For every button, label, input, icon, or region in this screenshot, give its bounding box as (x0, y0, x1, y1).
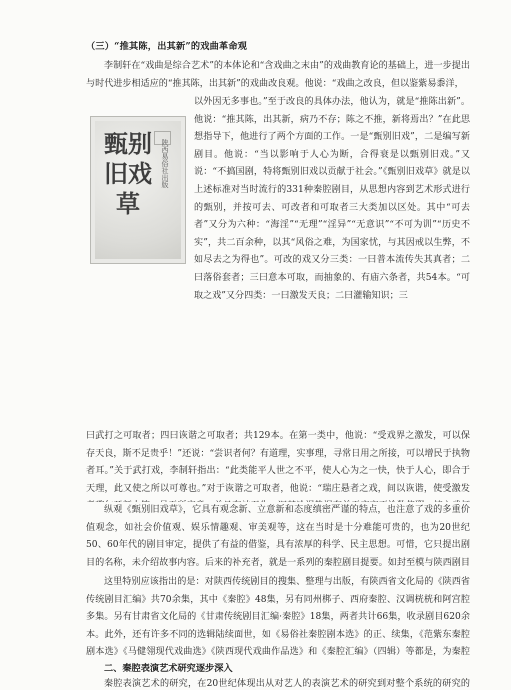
section-title: （三）“推其陈，出其新”的戏曲革命观 (86, 41, 248, 52)
paragraph-summary: 纵观《甄别旧戏草》，它具有观念新、立意新和态度缜密严谨的特点，也注意了戏的多重价值观念，如社会价值观、娱乐情趣观、审美观等，这在当时是十分难能可贵的，也为20世纪50、60年代的剧目审定，提供了有益的借鉴，具有浓厚的科学、民主思想。可惜，它只提出剧目的名称，未介绍故事内容。后来的补充者，就是一系列的秦腔剧目提要。如封至模与陕西剧目 (86, 505, 470, 568)
paragraph-performance: 秦腔表演艺术的研究，在20世纪体现出从对艺人的表演艺术的研究到对整个系统的研究的 (104, 679, 470, 689)
paragraph-side-text: 以外因无多事也。”至于改良的具体办法，他认为，就是“推陈出新”。他说：“推其陈，出其新，病乃不存；陈之不推，新将焉出？”在此思想指导下，他进行了两个方面的工作。一是“甄别旧戏”，二是编写新剧目。他说：“当以影响于人心为断，合得衰是以甄别旧戏。”又说：“不搞国剧，特将甄别旧戏以贡献于社会。”《甄别旧戏草》就是以上述标准对当时流行的331种秦腔剧目，从思想内容到艺术形式进行的甄别，并按可去、可改者和可取者三大类加以区处。其中“可去者”又分为六种：“海淫”“无理”“淫异”“无意识”“不可为训”“历史不实”，共二百余种，以其“风俗之难，为国家忧，与其因戒以生弊，不如尽去之为得也”。可改的戏又分三类：一曰普本流传失其真者；二曰落俗套者；三曰意本可取，而抽象的、有庙六条者，共54本。“可取之戏”又分四类：一曰激发天良；二曰灌输知识；三 (194, 97, 470, 301)
cover-title: 甄别旧戏草 (104, 129, 152, 218)
paragraph-continued: 曰武打之可取者；四曰诙谐之可取者；共129本。在第一类中，他说：“受戏界之激发，可以保存天良，斯不足贵乎！”还说：“尝识者何？有道理，实事理，寻常日用之所接，可以增民于执物者耳。”关于武打戏，李制轩指出：“此类能平人世之不平，使人心为之一快，快于人心，即合于天理，此又使之所以可尊也。”对于诙谐之可取者，他说：“瑞庄悬者之戏，间以诙谐，使受激发 (86, 431, 470, 494)
subsection-heading: 二、秦腔表演艺术研究逐步深入 (104, 663, 233, 674)
book-cover-image (90, 116, 186, 264)
paragraph-repertoire: 这里特别应该指出的是：对陕西传统剧目的搜集、整理与出版，有陕西省文化局的《陕西省传统剧目汇编》共70余集，其中《秦腔》48集，另有同州梆子、西府秦腔、汉调桄桄和阿宫腔多集。另有甘肃省文化局的《甘肃传统剧目汇编·秦腔》18集，两者共计66集，收录剧目620余本。此外，还有许多不同的选辑陆续面世，如《易俗社秦腔剧本选》的正、续集，《范紫东秦腔剧本选》《马健翎现代戏曲选》《陕西现代戏曲作品选》和《秦腔汇编》（四辑）等都是，为秦腔 (86, 577, 470, 658)
paragraph-intro: 李制轩在“戏曲是综合艺术”的本体论和“含戏曲之末由”的戏曲教育论的基础上，进一步提出与时代进步相适应的“推其陈，出其新”的戏曲改良观。他说：“戏曲之改良，但以鉴紫易黍洋， (86, 61, 470, 89)
cover-publisher: 陕西易俗社出版 (161, 139, 169, 188)
